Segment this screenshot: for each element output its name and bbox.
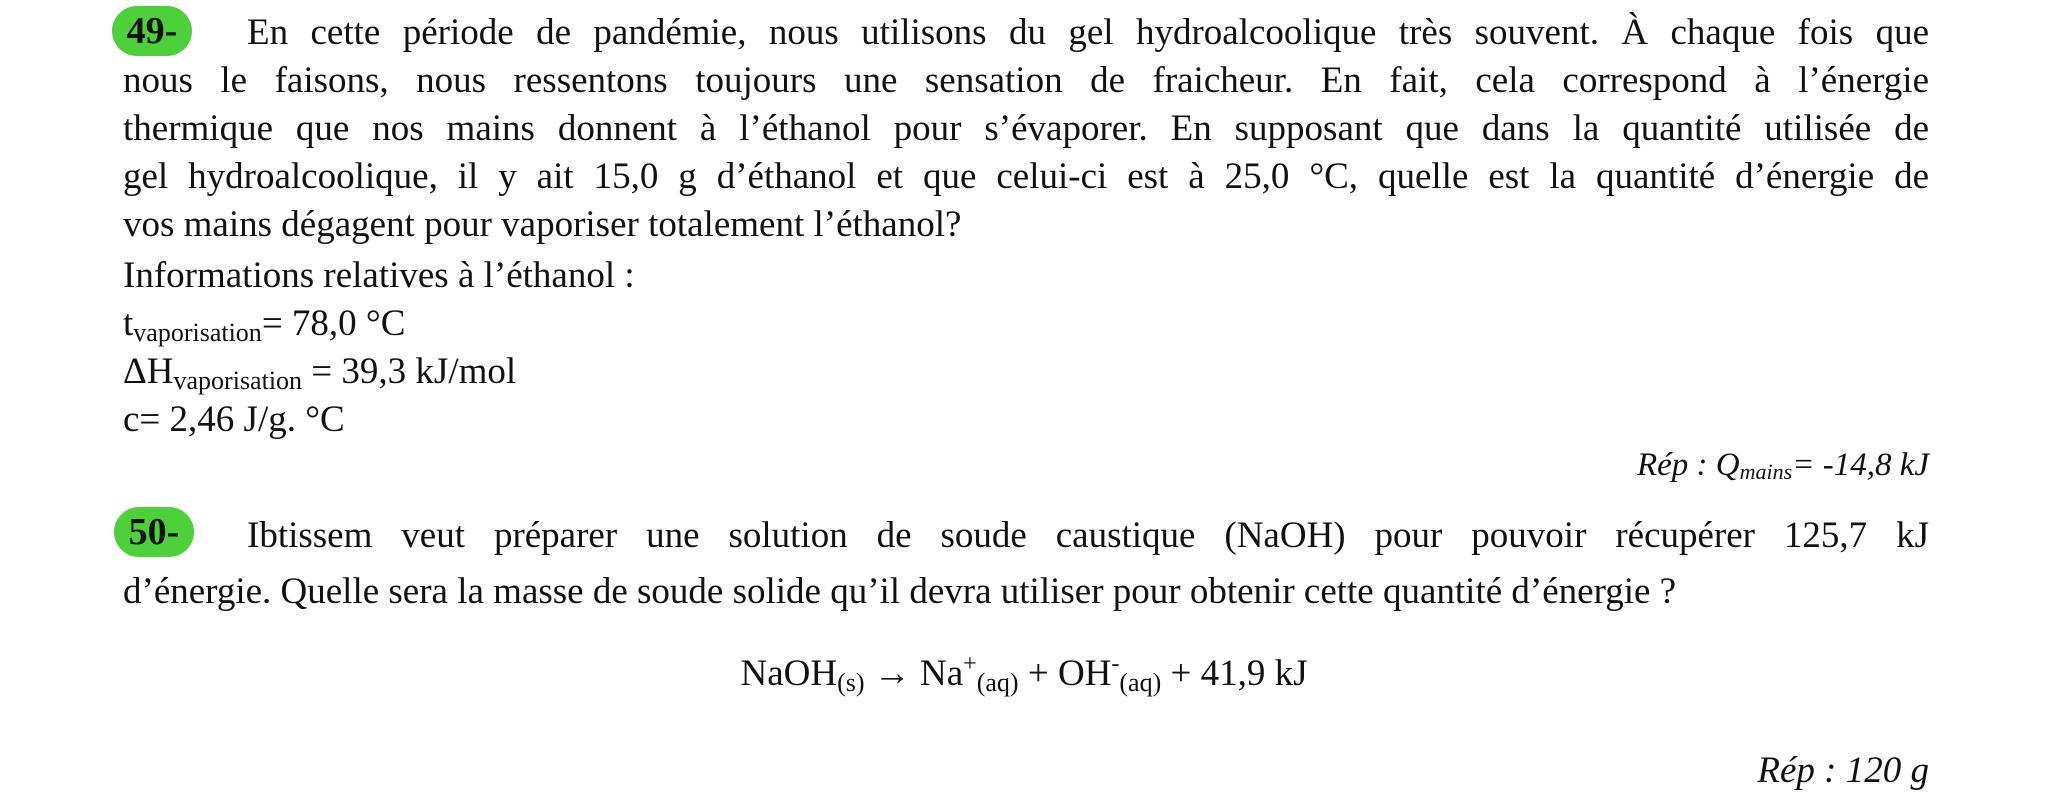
q49-line-4: gel hydroalcoolique, il y ait 15,0 g d’éthanol et que celui-ci est à 25,0 °C, quelle est la quantité d’énergie de (123, 156, 1929, 197)
question-50-number-badge: 50- (114, 507, 194, 557)
t-subscript: vaporisation (133, 318, 262, 347)
specific-heat: c= 2,46 J/g. °C (123, 399, 345, 440)
eq-hydroxide-state: (aq) (1119, 668, 1162, 697)
question-50-text (123, 508, 1929, 620)
t-value: = 78,0 °C (261, 303, 406, 344)
q49-line-3: thermique que nos mains donnent à l’éthanol pour s’évaporer. En supposant que dans la quantité utilisée de (123, 108, 1929, 149)
vaporisation-temperature (123, 300, 405, 348)
question-49-number-badge: 49- (112, 6, 192, 56)
eq-energy-term: + 41,9 kJ (1161, 653, 1308, 694)
q50-line-1: Ibtissem veut préparer une solution de soude caustique (NaOH) pour pouvoir récupérer 125,7 kJ (247, 515, 1929, 556)
eq-hydroxide-charge: - (1111, 651, 1120, 677)
t-symbol: t (123, 303, 134, 344)
q49-line-5: vos mains dégagent pour vaporiser totalement l’éthanol? (123, 204, 962, 245)
dh-value: = 39,3 kJ/mol (302, 351, 517, 392)
q49-line-1: En cette période de pandémie, nous utilisons du gel hydroalcoolique très souvent. À chaque fois que (247, 12, 1929, 53)
q50-line-2: d’énergie. Quelle sera la masse de soude solide qu’il devra utiliser pour obtenir cette quantité d’énergie ? (123, 571, 1677, 612)
question-50-answer: Rép : 120 g (1757, 750, 1929, 791)
eq-hydroxide-ion: + OH (1018, 653, 1112, 694)
q49-answer-prefix: Rép : Q (1636, 447, 1740, 483)
eq-sodium-charge: + (963, 651, 977, 677)
question-49-answer (1637, 443, 1929, 487)
eq-sodium-ion: Na (920, 653, 964, 694)
q49-answer-value: = -14,8 kJ (1792, 447, 1929, 483)
eq-reactant: NaOH (740, 653, 838, 694)
vaporisation-enthalpy (123, 348, 516, 396)
dh-subscript: vaporisation (173, 366, 303, 395)
eq-arrow: → (864, 653, 921, 694)
q49-answer-subscript: mains (1739, 459, 1793, 484)
eq-reactant-state: (s) (837, 668, 865, 697)
q49-line-2: nous le faisons, nous ressentons toujours une sensation de fraicheur. En fait, cela correspond à l’énergie (123, 60, 1929, 101)
dh-symbol: ΔH (123, 351, 174, 392)
dissolution-equation (0, 650, 2048, 698)
ethanol-info-heading: Informations relatives à l’éthanol : (123, 255, 635, 296)
question-49-text (123, 9, 1929, 249)
eq-sodium-state: (aq) (976, 668, 1019, 697)
